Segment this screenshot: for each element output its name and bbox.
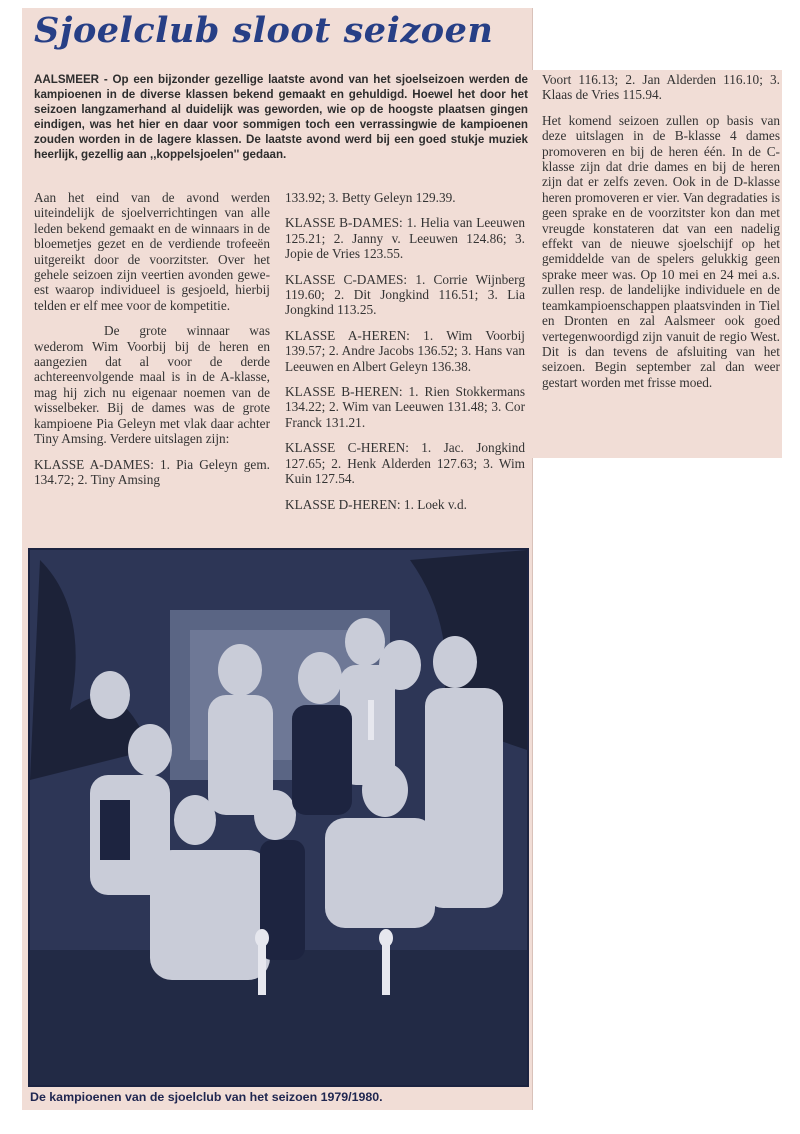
photo-caption: De kampioenen van de sjoelclub van het seizoen 1979/1980. bbox=[30, 1090, 383, 1104]
paragraph: Het komend seizoen zullen op basis van deze uitslagen in de B-klasse 4 dames promoveren en bij de heren één. In de C-klasse zijn dat drie dames en bij de heren zijn dat er zelfs zeven. Ook in de D-klasse heren promoveren er vier. Van degradaties is geen sprake en de voorzitster kon dan met vreugde konstateren dat van een nadelig effekt van de nieuwe sjoelschijf op het gemiddelde van de spelers gelukkig geen sprake meer was. Op 10 mei en 24 mei a.s. zullen resp. de landelijke individuele en de teamkampioenschappen plaatsvinden in Tiel en Dronten en zal Aalsmeer ook goed vertegenwoordigd zijn vanuit de regio West. Dit is dan tevens de afsluiting van het seizoen. Begin september zal dan weer gestart worden met frisse moed. bbox=[542, 112, 780, 390]
paragraph: 133.92; 3. Betty Geleyn 129.39. bbox=[285, 190, 456, 205]
paragraph: KLASSE A-DAMES: 1. Pia Geleyn gem. 134.72; 2. Tiny Amsing bbox=[34, 456, 270, 487]
article-column-2 bbox=[285, 190, 525, 522]
paragraph: KLASSE A-HEREN: 1. Wim Voorbij 139.57; 2. Andre Jacobs 136.52; 3. Hans van Leeuwen en Albert Geleyn 136.38. bbox=[285, 327, 525, 374]
group-photo bbox=[28, 548, 529, 1087]
paragraph: KLASSE B-HEREN: 1. Rien Stokkermans 134.22; 2. Wim van Leeuwen 131.48; 3. Cor Franck 131.21. bbox=[285, 384, 525, 430]
paragraph: Aan het eind van de avond werden uiteindelijk de sjoelverrichtingen van alle leden bekend gemaakt en de winnaars in de bloemetjes gezet en de verdiende trofeeën uitgereikt door de voorzitster. Over het gehele seizoen zijn veertien avonden geweest waarop individueel is gesjoeld, hierbij telden er elf mee voor de kompetitie. bbox=[34, 190, 270, 313]
article-intro: AALSMEER - Op een bijzonder gezellige laatste avond van het sjoelseizoen werden de kampioenen in de diverse klassen bekend gemaakt en gehuldigd. Hoewel het door het seizoen langzamerhand al duidelijk was geworden, wie op de hoogste plaatsen gingen eindigen, was het hier en daar voor sommigen toch een verrassingwie de kampioenen zouden worden in de lagere klassen. De laatste avond werd bij een goed stukje muziek heerlijk, gezellig aan ,,koppelsjoelen'' gedaan. bbox=[34, 73, 528, 161]
paragraph: KLASSE B-DAMES: 1. Helia van Leeuwen 125.21; 2. Janny v. Leeuwen 124.86; 3. Jopie de Vries 123.55. bbox=[285, 215, 525, 262]
group-photo-illustration bbox=[30, 550, 527, 1085]
paragraph: KLASSE C-HEREN: 1. Jac. Jongkind 127.65; 2. Henk Alderden 127.63; 3. Wim Kuin 127.54. bbox=[285, 440, 525, 487]
paragraph: KLASSE C-DAMES: 1. Corrie Wijnberg 119.60; 2. Dit Jongkind 116.51; 3. Lia Jongkind 113.25. bbox=[285, 271, 525, 318]
article-column-1 bbox=[34, 190, 270, 497]
paragraph: Voort 116.13; 2. Jan Alderden 116.10; 3. Klaas de Vries 115.94. bbox=[542, 72, 780, 103]
paragraph: De grote winnaar was wederom Wim Voorbij bij de heren en aangezien dat al voor de derde achtereenvolgende maal is in de A-klasse, mag hij zich nu eigenaar noemen van de wisselbeker. Bij de dames was de grote kampioene Pia Geleyn met vlak daar achter Tiny Amsing. Verdere uitslagen zijn: bbox=[34, 323, 270, 447]
paragraph: KLASSE D-HEREN: 1. Loek v.d. bbox=[285, 496, 467, 512]
article-column-3 bbox=[542, 72, 780, 400]
article-headline: Sjoelclub sloot seizoen bbox=[34, 10, 494, 51]
